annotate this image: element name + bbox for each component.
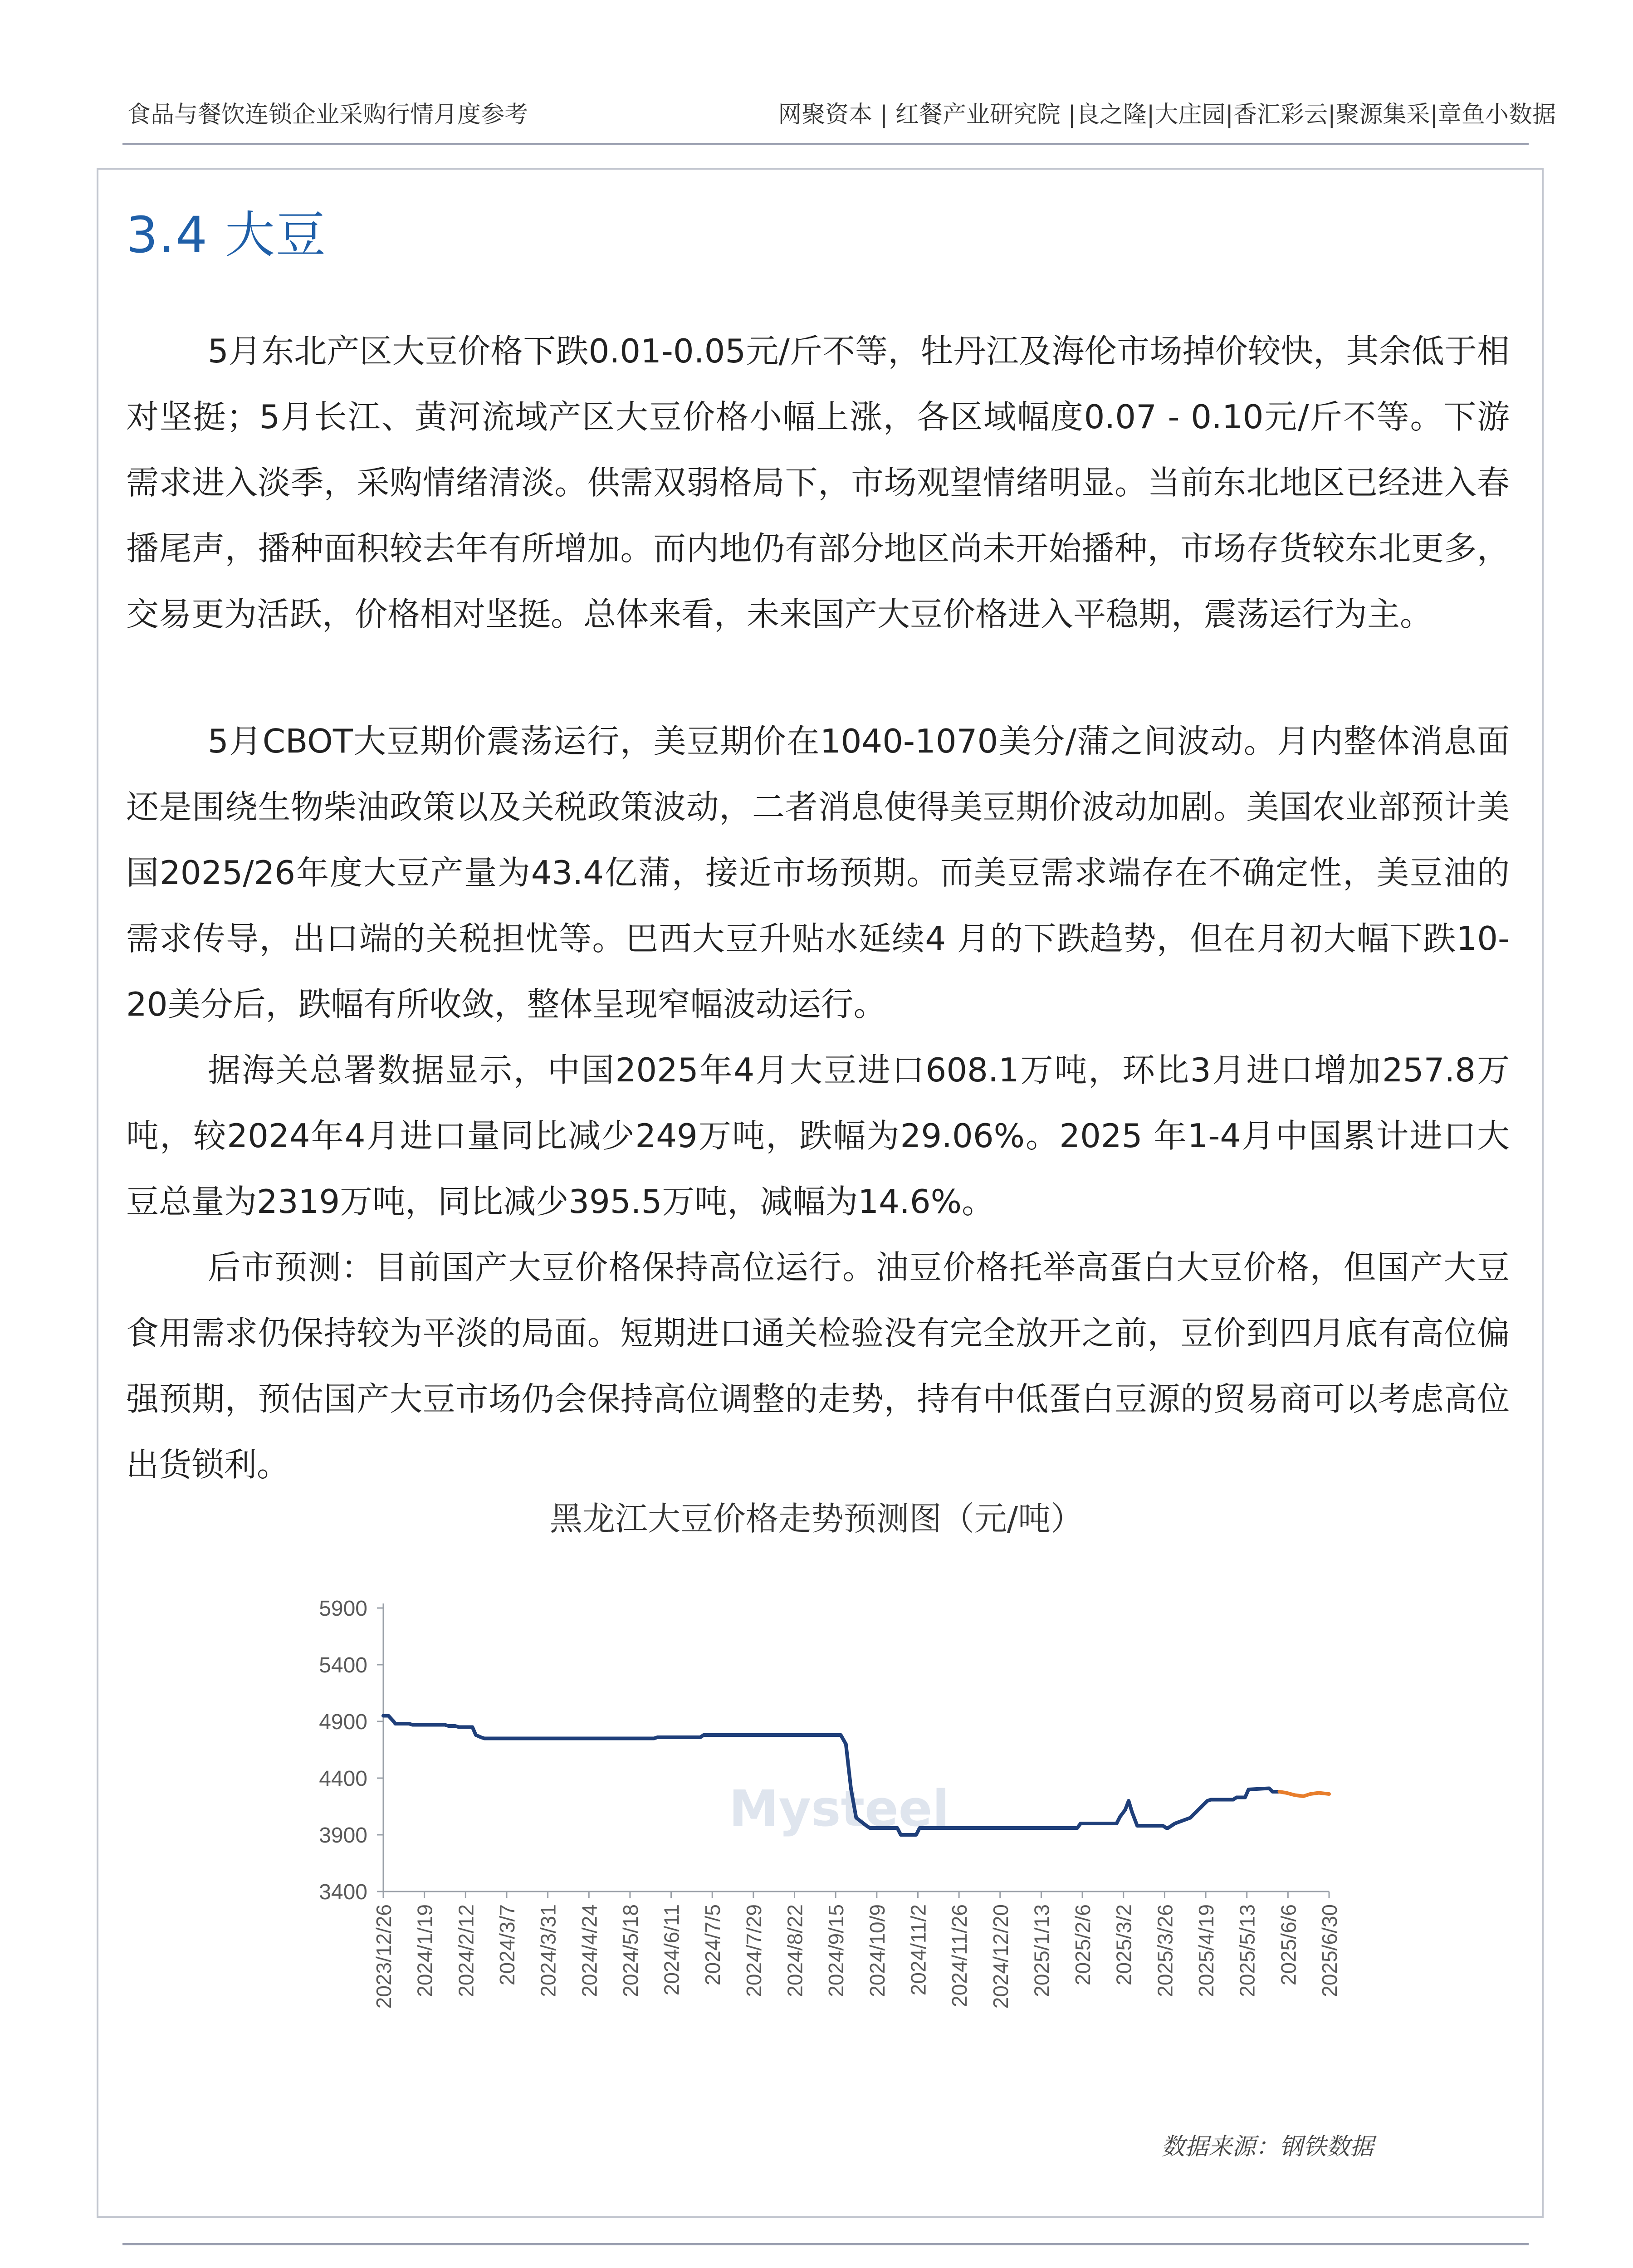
paragraph-import-data: 据海关总署数据显示，中国2025年4月大豆进口608.1万吨，环比3月进口增加257.8万吨，较2024年4月进口量同比减少249万吨，跌幅为29.06%。2025 年1-4月中国累计进口大豆总量为2319万吨，同比减少395.5万吨，减幅为14.6%。 — [126, 1051, 1510, 1221]
header-divider — [122, 143, 1529, 145]
x-tick-label: 2024/3/7 — [495, 1904, 519, 1986]
x-tick-label: 2024/2/12 — [454, 1904, 478, 1997]
paragraph-domestic-market: 5月东北产区大豆价格下跌0.01-0.05元/斤不等，牡丹江及海伦市场掉价较快，其余低于相对坚挺；5月长江、黄河流域产区大豆价格小幅上涨，各区域幅度0.07 - 0.10元/斤不等。下游需求进入淡季，采购情绪清淡。供需双弱格局下，市场观望情绪明显。当前东北地区已经进入春播尾声，播种面积较去年有所增加。而内地仍有部分地区尚未开始播种，市场存货较东北更多，交易更为活跃，价格相对坚挺。总体来看，未来国产大豆价格进入平稳期，震荡运行为主。 — [126, 332, 1510, 633]
paragraph-outlook: 后市预测：目前国产大豆价格保持高位运行。油豆价格托举高蛋白大豆价格，但国产大豆食用需求仍保持较为平淡的局面。短期进口通关检验没有完全放开之前，豆价到四月底有高位偏强预期，预估国产大豆市场仍会保持高位调整的走势，持有中低蛋白豆源的贸易商可以考虑高位出货锁利。 — [126, 1248, 1510, 1484]
y-tick-label: 3400 — [319, 1880, 367, 1904]
x-tick-label: 2025/3/2 — [1112, 1904, 1136, 1986]
x-tick-label: 2024/10/9 — [865, 1904, 889, 1997]
y-tick-label: 5400 — [319, 1653, 367, 1677]
x-tick-label: 2024/4/24 — [577, 1904, 601, 1997]
y-tick-label: 5900 — [319, 1597, 367, 1621]
x-tick-label: 2024/7/29 — [742, 1904, 766, 1997]
x-tick-label: 2024/5/18 — [618, 1904, 642, 1997]
x-tick-label: 2024/11/26 — [948, 1904, 972, 2007]
x-tick-label: 2025/4/19 — [1194, 1904, 1218, 1997]
x-tick-label: 2024/6/11 — [660, 1904, 684, 1996]
chart-title: 黑龙江大豆价格走势预测图（元/吨） — [549, 1500, 1084, 1538]
x-tick-label: 2024/12/20 — [988, 1904, 1012, 2009]
x-tick-label: 2024/1/19 — [413, 1904, 437, 1997]
x-tick-label: 2025/5/13 — [1235, 1904, 1259, 1997]
y-tick-label: 3900 — [319, 1823, 367, 1848]
header-publication-title: 食品与餐饮连锁企业采购行情月度参考 — [127, 101, 528, 128]
x-tick-label: 2024/8/22 — [783, 1904, 807, 1997]
x-tick-label: 2024/3/31 — [536, 1904, 560, 1997]
chart-series-group — [383, 1716, 1329, 1835]
x-tick-label: 2024/11/2 — [906, 1904, 930, 1996]
chart-source-note: 数据来源：钢铁数据 — [1161, 2133, 1374, 2160]
series-line-forecast — [1280, 1792, 1330, 1796]
chart-watermark — [729, 1779, 949, 1838]
watermark-text: Mysteel — [728, 1779, 950, 1838]
x-tick-label: 2025/3/26 — [1153, 1904, 1177, 1997]
section-title: 3.4 大豆 — [126, 206, 327, 264]
page-header — [122, 86, 1556, 128]
y-tick-label: 4400 — [319, 1767, 367, 1791]
x-tick-label: 2025/6/30 — [1318, 1904, 1341, 1997]
x-tick-label: 2025/1/13 — [1030, 1904, 1054, 1997]
y-tick-label: 4900 — [319, 1710, 367, 1734]
x-tick-label: 2024/9/15 — [824, 1904, 848, 1997]
x-tick-label: 2025/2/6 — [1071, 1904, 1095, 1986]
footer-divider — [122, 2243, 1529, 2245]
x-tick-label: 2025/6/6 — [1276, 1904, 1301, 1986]
x-tick-label: 2024/7/5 — [701, 1904, 725, 1986]
paragraph-cbot-futures: 5月CBOT大豆期价震荡运行，美豆期价在1040-1070美分/蒲之间波动。月内整体消息面还是围绕生物柴油政策以及关税政策波动，二者消息使得美豆期价波动加剧。美国农业部预计美国2025/26年度大豆产量为43.4亿蒲，接近市场预期。而美豆需求端存在不确定性，美豆油的需求传导，出口端的关税担忧等。巴西大豆升贴水延续4 月的下跌趋势，但在月初大幅下跌10-20美分后，跌幅有所收敛，整体呈现窄幅波动运行。 — [126, 722, 1510, 1023]
x-tick-label: 2023/12/26 — [372, 1904, 396, 2009]
header-partners: 网聚资本 | 红餐产业研究院 |良之隆|大庄园|香汇彩云|聚源集采|章鱼小数据 — [778, 101, 1556, 128]
soybean-price-chart — [272, 1574, 1361, 2073]
